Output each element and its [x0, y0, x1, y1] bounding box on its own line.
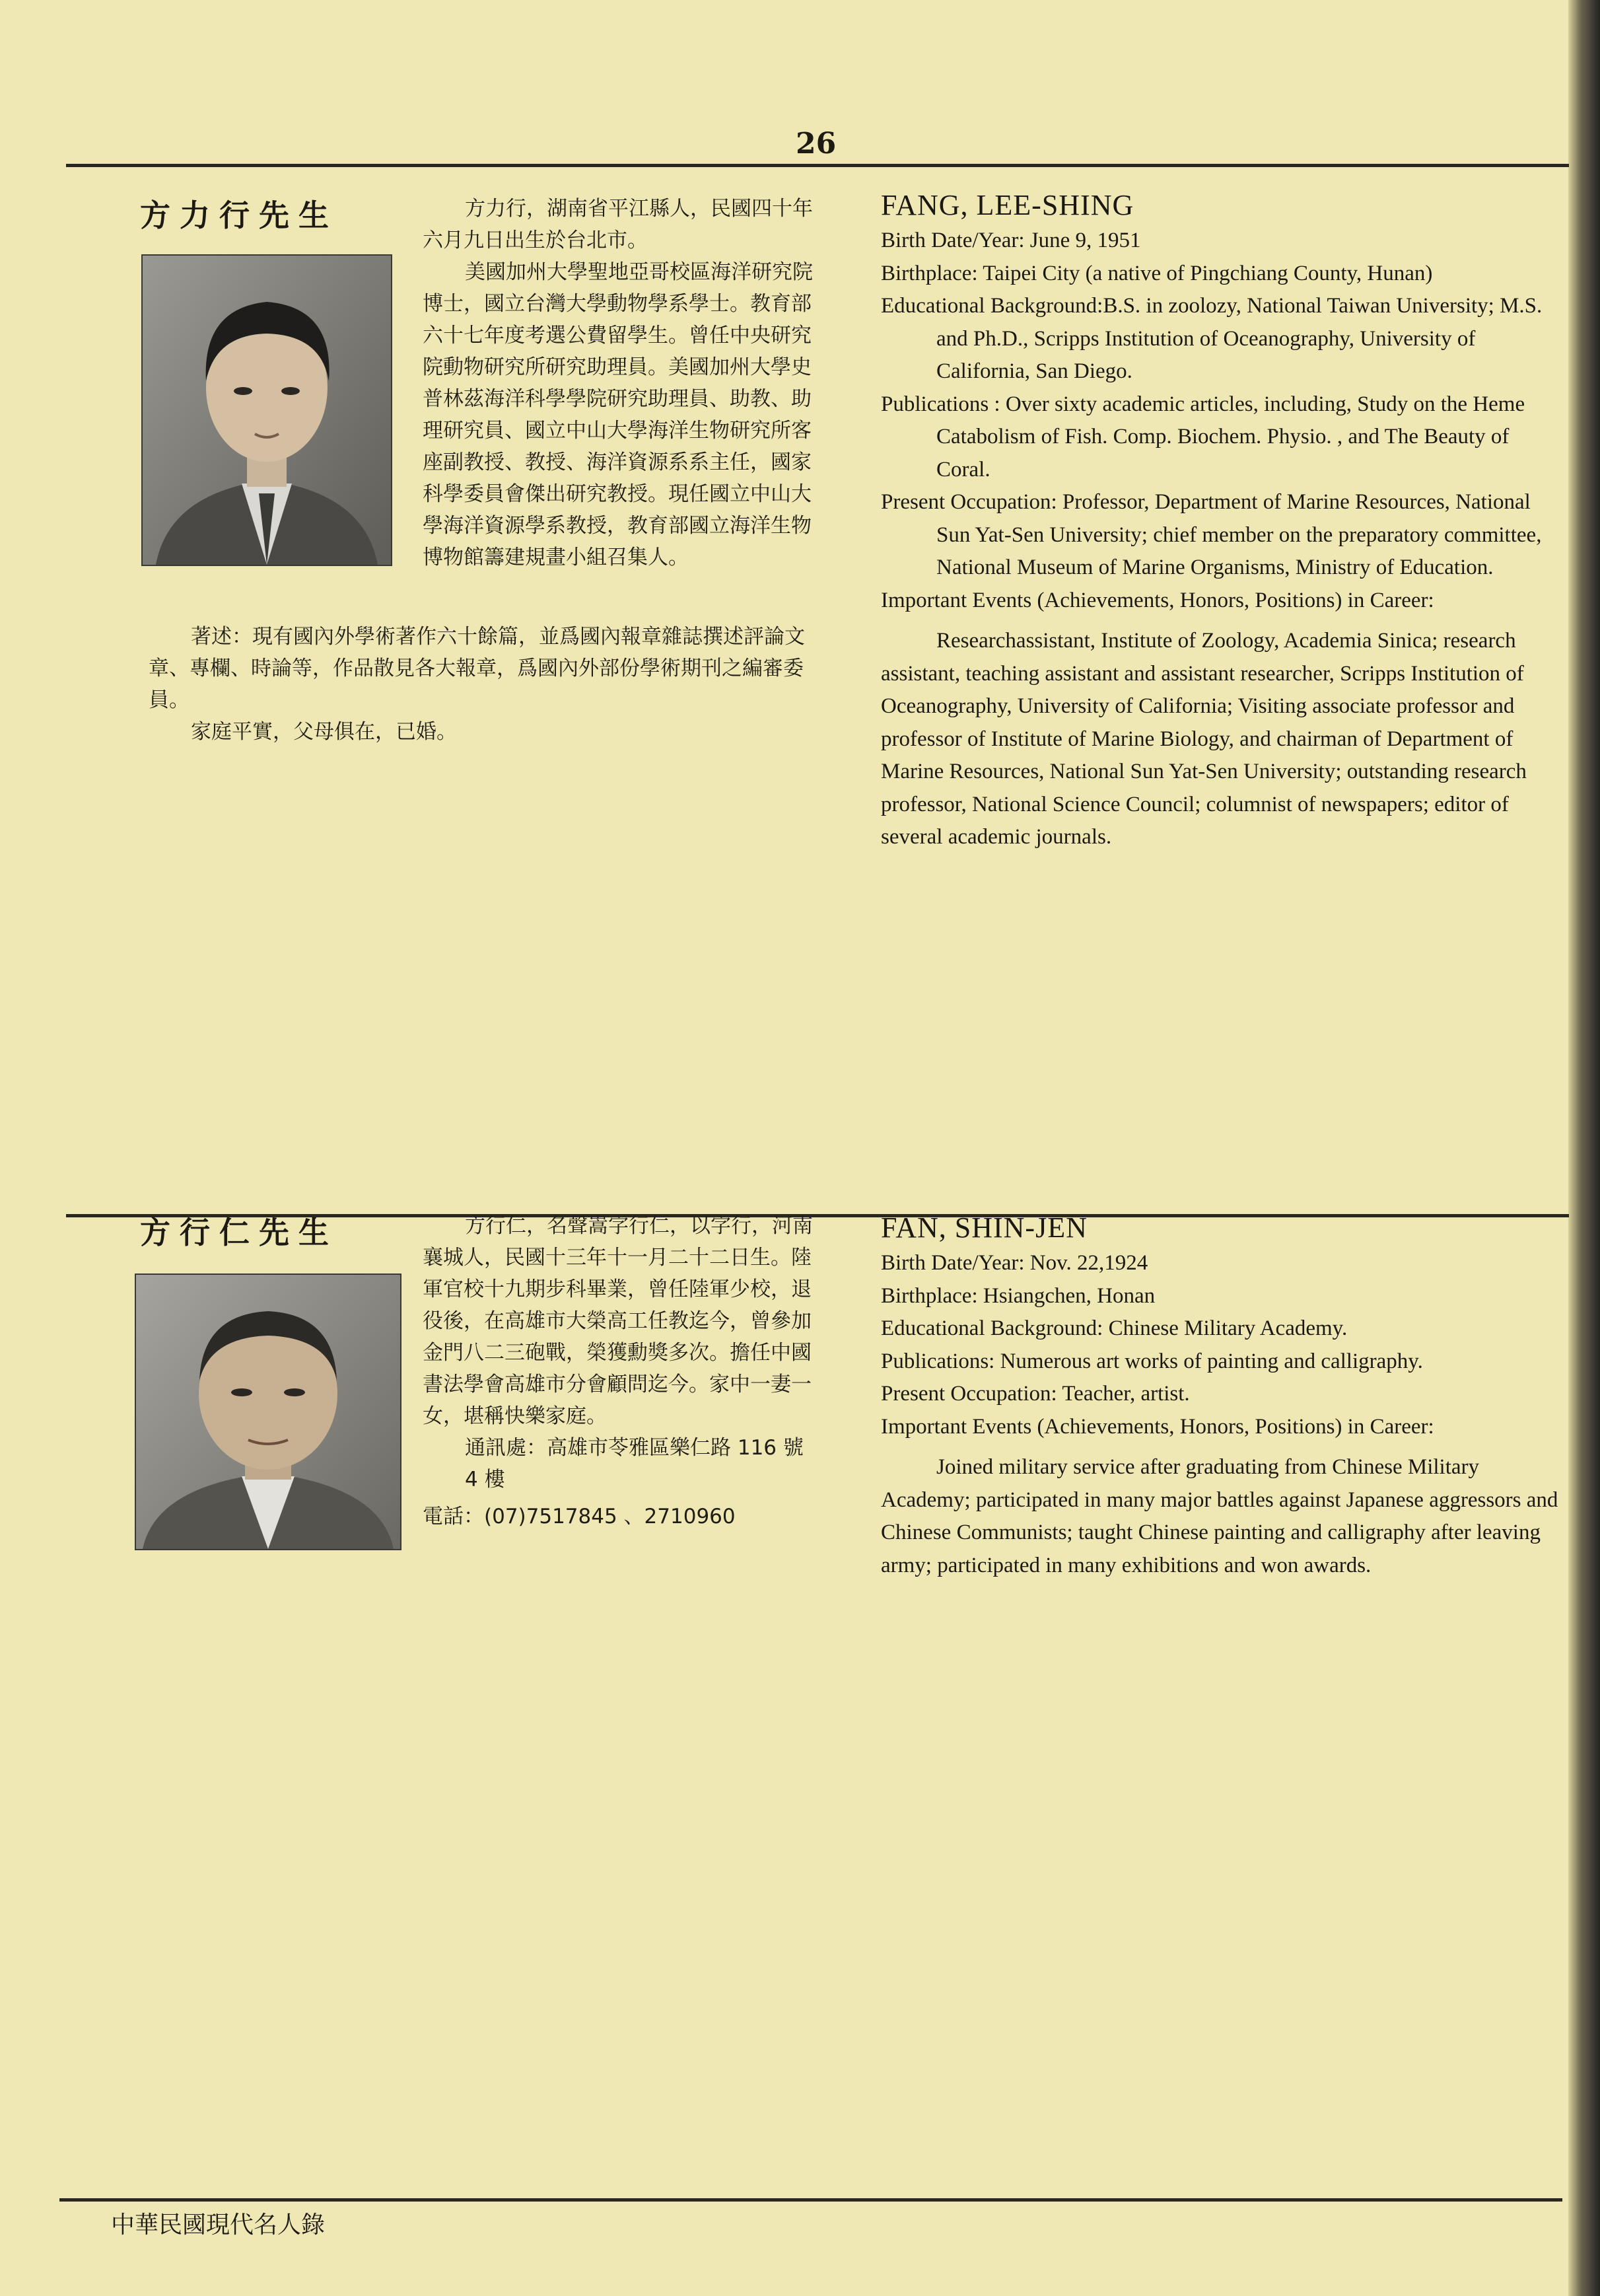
entry-1-cn-bio-wide: [149, 621, 819, 748]
entry-1-cn-name: 方力行先生: [140, 197, 338, 233]
entry-2-en-name: FAN, SHIN-JEN: [881, 1211, 1088, 1244]
entry-2-publications: Publications: Numerous art works of painting and calligraphy.: [881, 1349, 1423, 1373]
entry-2-occupation: Present Occupation: Teacher, artist.: [881, 1382, 1190, 1406]
bottom-rule: [59, 2198, 1562, 2202]
entry-1-cn-para-3: 著述：現有國內外學術著作六十餘篇，並爲國內報章雜誌撰述評論文章、專欄、時論等，作品散見各大報章，爲國內外部份學術期刊之編審委員。: [149, 625, 805, 712]
entry-2-events-heading: Important Events (Achievements, Honors, Positions) in Career:: [881, 1414, 1434, 1439]
entry-1-events: Researchassistant, Institute of Zoology, Academia Sinica; research assistant, teaching assistant and assistant researcher, Scripps Institution of Oceanography, University of California; Visiting associate professor and professor of Institute of Marine Biology, and chairman of Department of Marine Resources, National Sun Yat-Sen University; outstanding research professor, National Science Council; columnist of newspapers; editor of several academic journals.: [881, 629, 1527, 849]
entry-2-education: Educational Background: Chinese Military Academy.: [881, 1316, 1348, 1340]
entry-2-cn-para-1: 方行仁，名聲嵩字行仁，以字行，河南襄城人，民國十三年十一月二十二日生。陸軍官校十九期步科畢業，曾任陸軍少校，退役後，在高雄市大榮高工任教迄今，曾參加金門八二三砲戰，榮獲勳獎多次。擔任中國書法學會高雄市分會顧問迄今。家中一妻一女，堪稱快樂家庭。: [423, 1214, 813, 1428]
entry-1-birthplace: Birthplace: Taipei City (a native of Pingchiang County, Hunan): [881, 261, 1433, 285]
entry-2-portrait-photo: [135, 1274, 401, 1550]
entry-1-cn-para-1: 方力行，湖南省平江縣人，民國四十年六月九日出生於台北市。: [423, 197, 813, 252]
entry-1-occupation: Present Occupation: Professor, Department of Marine Resources, National Sun Yat-Sen University; chief member on the preparatory committee, National Museum of Marine Organisms, Ministry of Education.: [881, 490, 1542, 579]
entry-1-en-bio: [881, 186, 1568, 854]
entry-1-education: Educational Background:B.S. in zoolozy, National Taiwan University; M.S. and Ph.D., Scripps Institution of Oceanography, University of California, San Diego.: [881, 294, 1543, 383]
entry-2-cn-name: 方行仁先生: [140, 1215, 338, 1250]
entry-2-cn-bio: [423, 1210, 819, 1532]
entry-1-events-heading: Important Events (Achievements, Honors, Positions) in Career:: [881, 588, 1434, 612]
top-rule: [66, 164, 1569, 167]
portrait-image-icon: [143, 256, 391, 565]
entry-2-address: 通訊處：高雄市苓雅區樂仁路 116 號 4 樓: [465, 1436, 804, 1491]
entry-1-cn-bio: [423, 193, 819, 573]
entry-2-events: Joined military service after graduating from Chinese Military Academy; participated in many major battles against Japanese aggressors and Chinese Communists; taught Chinese painting and calligraphy after leaving army; participated in many exhibitions and won awards.: [881, 1455, 1558, 1577]
page-binding-edge: [1568, 0, 1600, 2296]
entry-2-en-bio: [881, 1209, 1568, 1582]
entry-2-birth-date: Birth Date/Year: Nov. 22,1924: [881, 1251, 1148, 1275]
portrait-image-icon: [136, 1275, 400, 1549]
entry-1-portrait-photo: [141, 254, 392, 566]
entry-1-birth-date: Birth Date/Year: June 9, 1951: [881, 229, 1141, 252]
entry-1-en-name: FANG, LEE-SHING: [881, 189, 1134, 221]
footer-title: 中華民國現代名人錄: [111, 2211, 326, 2239]
entry-1-cn-para-2: 美國加州大學聖地亞哥校區海洋研究院博士，國立台灣大學動物學系學士。教育部六十七年度考選公費留學生。曾任中央研究院動物研究所研究助理員。美國加州大學史普林茲海洋科學學院研究助理員、助教、助理研究員、國立中山大學海洋生物研究所客座副教授、教授、海洋資源系系主任，國家科學委員會傑出研究教授。現任國立中山大學海洋資源學系教授，教育部國立海洋生物博物館籌建規畫小組召集人。: [423, 260, 813, 569]
entry-1-cn-para-4: 家庭平實，父母俱在，已婚。: [191, 720, 457, 744]
entry-2-phone: 電話：(07)7517845 、2710960: [423, 1505, 736, 1528]
page-number: 26: [796, 127, 837, 161]
entry-2-birthplace: Birthplace: Hsiangchen, Honan: [881, 1283, 1156, 1308]
entry-1-publications: Publications : Over sixty academic articles, including, Study on the Heme Catabolism of Fish. Comp. Biochem. Physio. , and The Beauty of Coral.: [881, 392, 1525, 482]
